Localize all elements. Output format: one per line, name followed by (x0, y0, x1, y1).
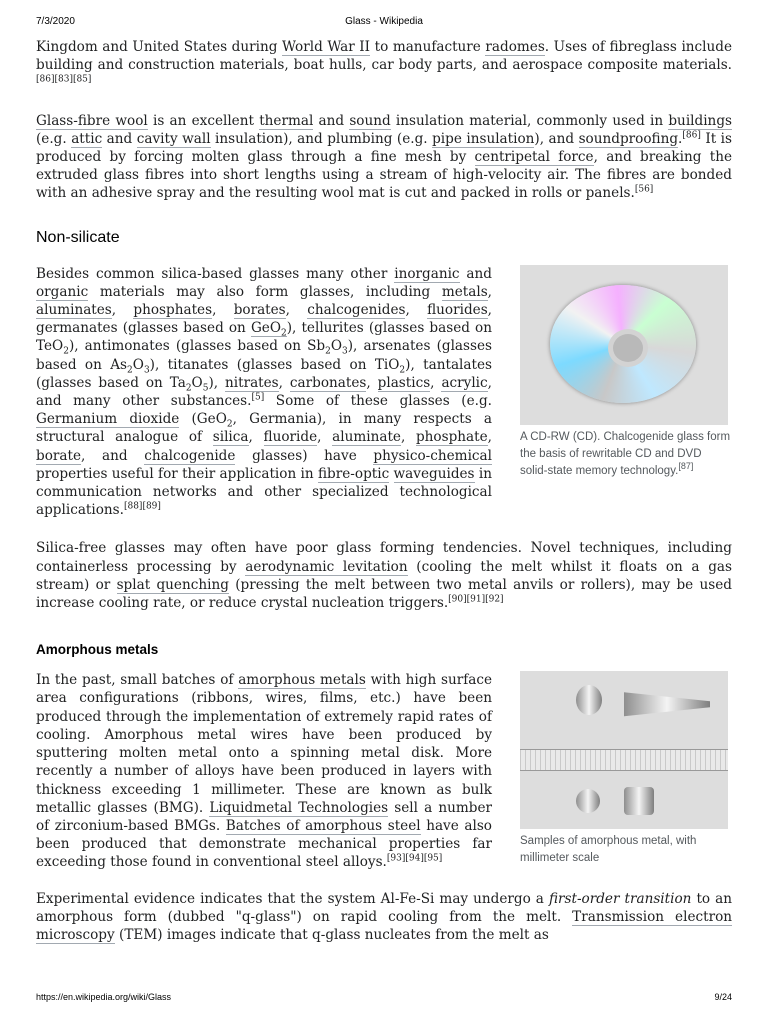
text: Some of these glasses (e.g. (264, 393, 492, 410)
link-plastics[interactable]: plastics (377, 374, 431, 391)
disc-shape (550, 285, 696, 403)
link-liquidmetal-technologies[interactable]: Liquidmetal Technologies (209, 799, 389, 816)
link-aluminate[interactable]: aluminate (332, 429, 401, 446)
text: ), tellurites (glasses based on TeO (36, 320, 492, 355)
amorphous-metal-image[interactable] (520, 671, 728, 829)
link-cavity-wall[interactable]: cavity wall (136, 130, 211, 147)
paragraph-fibreglass-uses (36, 38, 732, 93)
link-fluoride[interactable]: fluoride (263, 429, 318, 446)
text: insulation), and plumbing (e.g. (210, 130, 433, 147)
figure-amorphous-metal (520, 671, 732, 867)
link-thermal[interactable]: thermal (259, 112, 314, 129)
print-footer (36, 992, 732, 1002)
text: properties useful for their application in (36, 465, 318, 482)
text: Besides common silica-based glasses many other (36, 265, 395, 282)
link-radomes[interactable]: radomes (485, 39, 545, 55)
text: to manufacture (370, 39, 486, 55)
text: with high surface area configurations (ribbons, wires, films, etc.) have been produced through the implementation of extremely rapid rates of cooling. Amorphous metal wires have been produced by sputtering molten metal onto a spinning metal disk. More recently a number of alloys have been produced in layers with thickness exceeding 1 millimeter. These are known as bulk metallic glasses (BMG). (36, 672, 493, 816)
figure-caption: Samples of amorphous metal, with millimeter scale (520, 835, 697, 865)
print-date: 7/3/2020 (36, 16, 75, 27)
text: Kingdom and United States during (36, 39, 282, 55)
citation[interactable]: [90][91][92] (448, 594, 504, 605)
text: , Germania), in many respects a structural analogue of (36, 411, 492, 446)
link-borates[interactable]: borates (233, 302, 286, 319)
print-header (36, 16, 732, 27)
citation[interactable]: [56] (634, 184, 654, 195)
link-splat-quenching[interactable]: splat quenching (116, 576, 229, 593)
link-acrylic[interactable]: acrylic (441, 374, 488, 391)
print-title: Glass - Wikipedia (345, 16, 423, 27)
text: have also been produced that demonstrate mechanical properties far exceeding those found in conventional steel alloys. (36, 817, 492, 871)
citation[interactable]: [88][89] (123, 501, 161, 512)
text: is an excellent (147, 112, 260, 129)
link-fibre-optic[interactable]: fibre-optic (317, 465, 390, 482)
link-aluminates[interactable]: aluminates (36, 302, 112, 319)
caption-text: A CD-RW (CD). Chalcogenide glass form the basis of rewritable CD and DVD solid-state memory technology. (520, 430, 731, 477)
citation[interactable]: [87] (678, 460, 694, 471)
link-amorphous-steel[interactable]: Batches of amorphous steel (225, 817, 421, 834)
text: (TEM) images indicate that q-glass nucleates from the melt as (114, 926, 549, 943)
link-chalcogenides[interactable]: chalcogenides (307, 302, 406, 319)
link-pipe-insulation[interactable]: pipe insulation (432, 130, 535, 147)
text: It is produced by forcing molten glass through a fine mesh by (36, 130, 732, 166)
citation[interactable]: [86][83][85] (36, 74, 92, 85)
millimeter-ruler (520, 749, 728, 771)
figure-caption (520, 429, 732, 480)
article-content (36, 38, 732, 944)
link-borate[interactable]: borate (36, 447, 81, 464)
text: , and breaking the extruded glass fibres into short lengths using a stream of high-velocity air. The fibres are bonded with an adhesive spray and the resulting wool mat is cut and packed in rolls or panels. (36, 149, 732, 202)
text: (GeO (179, 411, 227, 428)
section-non-silicate (36, 265, 732, 613)
link-organic[interactable]: organic (36, 283, 89, 300)
text: , and many other substances. (36, 374, 492, 410)
metal-cylinder (624, 787, 654, 815)
cd-rw-image[interactable] (520, 265, 728, 425)
link-transmission-electron-microscopy[interactable]: Transmission electron microscopy (36, 908, 733, 943)
link-phosphate[interactable]: phosphate (415, 429, 488, 446)
metal-sphere (576, 685, 602, 715)
link-fluorides[interactable]: fluorides (427, 302, 488, 319)
link-carbonates[interactable]: carbonates (289, 374, 367, 391)
link-attic[interactable]: attic (71, 130, 103, 147)
text: . (678, 130, 683, 147)
link-metals[interactable]: metals (441, 283, 488, 300)
citation[interactable]: [93][94][95] (386, 853, 443, 864)
text: and (102, 130, 137, 147)
text: to an amorphous form (dubbed "q-glass") on rapid cooling from the melt. (36, 890, 732, 925)
section-amorphous-metals (36, 671, 732, 944)
link-physico-chemical[interactable]: physico-chemical (373, 447, 492, 464)
paragraph-silica-free (36, 539, 732, 612)
link-geo2[interactable]: GeO$_2$ (250, 320, 287, 339)
paragraph-amorphous-metals (36, 671, 492, 871)
link-sound[interactable]: sound (349, 112, 391, 129)
link-soundproofing[interactable]: soundproofing (578, 130, 679, 147)
text: ), titanates (glasses based on TiO (149, 356, 400, 373)
footer-url: https://en.wikipedia.org/wiki/Glass (36, 992, 172, 1002)
link-world-war-ii[interactable]: World War II (282, 39, 371, 55)
text: and (313, 112, 350, 129)
link-chalcogenide[interactable]: chalcogenide (144, 447, 236, 464)
text: . Uses of fibreglass include building and construction materials, boat hulls, car body parts, and aerospace composite materials. (36, 39, 733, 74)
text: ), antimonates (glasses based on Sb (68, 338, 326, 355)
text: in communication networks and other specialized technological applications. (36, 465, 492, 519)
page-number: 9/24 (714, 992, 732, 1002)
paragraph-q-glass (36, 890, 732, 945)
text: and (459, 265, 492, 282)
text: ), tantalates (glasses based on Ta (36, 356, 492, 391)
figure-cd-rw (520, 265, 732, 480)
citation[interactable]: [5] (251, 392, 265, 403)
link-glass-fibre-wool[interactable]: Glass-fibre wool (36, 112, 148, 129)
text: germanates (glasses based on (36, 320, 251, 337)
text: ), arsenates (glasses based on As (36, 338, 492, 373)
text: (cooling the melt whilst it floats on a gas stream) or (36, 558, 732, 593)
link-germanium-dioxide[interactable]: Germanium dioxide (36, 411, 180, 428)
text: In the past, small batches of (36, 672, 239, 689)
link-text: GeO (250, 320, 281, 337)
link-inorganic[interactable]: inorganic (394, 265, 460, 282)
link-nitrates[interactable]: nitrates (225, 374, 279, 391)
text: (e.g. (36, 130, 72, 147)
text: (pressing the melt between two metal anvils or rollers), may be used increase cooling rate, or reduce crystal nucleation triggers. (36, 576, 732, 612)
metal-cone (624, 689, 710, 719)
link-phosphates[interactable]: phosphates (133, 302, 213, 319)
link-amorphous-metals[interactable]: amorphous metals (238, 672, 366, 689)
text: Experimental evidence indicates that the system Al-Fe-Si may undergo a (36, 890, 549, 907)
link-waveguides[interactable]: waveguides (393, 465, 475, 482)
citation[interactable]: [86] (682, 130, 701, 141)
metal-disk (576, 789, 600, 813)
emphasis-first-order-transition: first-order transition (548, 890, 692, 907)
link-buildings[interactable]: buildings (668, 112, 732, 129)
link-aerodynamic-levitation[interactable]: aerodynamic levitation (245, 558, 408, 575)
paragraph-non-silicate-materials: Besides common silica-based glasses many other inorganic and organic materials may also form glasses, including metals, aluminates, phosphates, borates, chalcogenides, fluorides, germanates (glasses based on GeO$_2$), tellurites (glasses based on TeO$_2$), antimonates (glasses based on $Sb_2O_3$), arsenates (glasses based on $As_2O_3$), titanates (glasses based on TiO$_2$), tantalates (glasses based on $Ta_2O_5$), nitrates, carbonates, plastics, acrylic, and many other substances.[5] Some of these glasses (e.g. Germanium dioxide (GeO$_2$, Germania), in many respects a structural analogue of silica, fluoride, aluminate, phosphate, borate, and chalcogenide glasses) have physico-chemical properties useful for their application in fibre-optic waveguides in communication networks and other specialized technological applications.[88][89] (36, 265, 492, 519)
text: ), and (534, 130, 579, 147)
text: sell a number of zirconium-based BMGs. (36, 799, 492, 834)
disc-hole (608, 329, 648, 367)
text: materials may also form glasses, including (88, 283, 442, 300)
link-centripetal-force[interactable]: centripetal force (474, 149, 594, 166)
heading-amorphous-metals: Amorphous metals (36, 642, 159, 658)
link-silica[interactable]: silica (212, 429, 249, 446)
text: Silica-free glasses may often have poor glass forming tendencies. Novel techniques, including containerless processing by (36, 540, 732, 575)
text: glasses) have (235, 447, 374, 464)
text: insulation material, commonly used in (390, 112, 669, 129)
heading-non-silicate: Non-silicate (36, 228, 120, 246)
paragraph-glass-fibre-wool (36, 112, 732, 203)
